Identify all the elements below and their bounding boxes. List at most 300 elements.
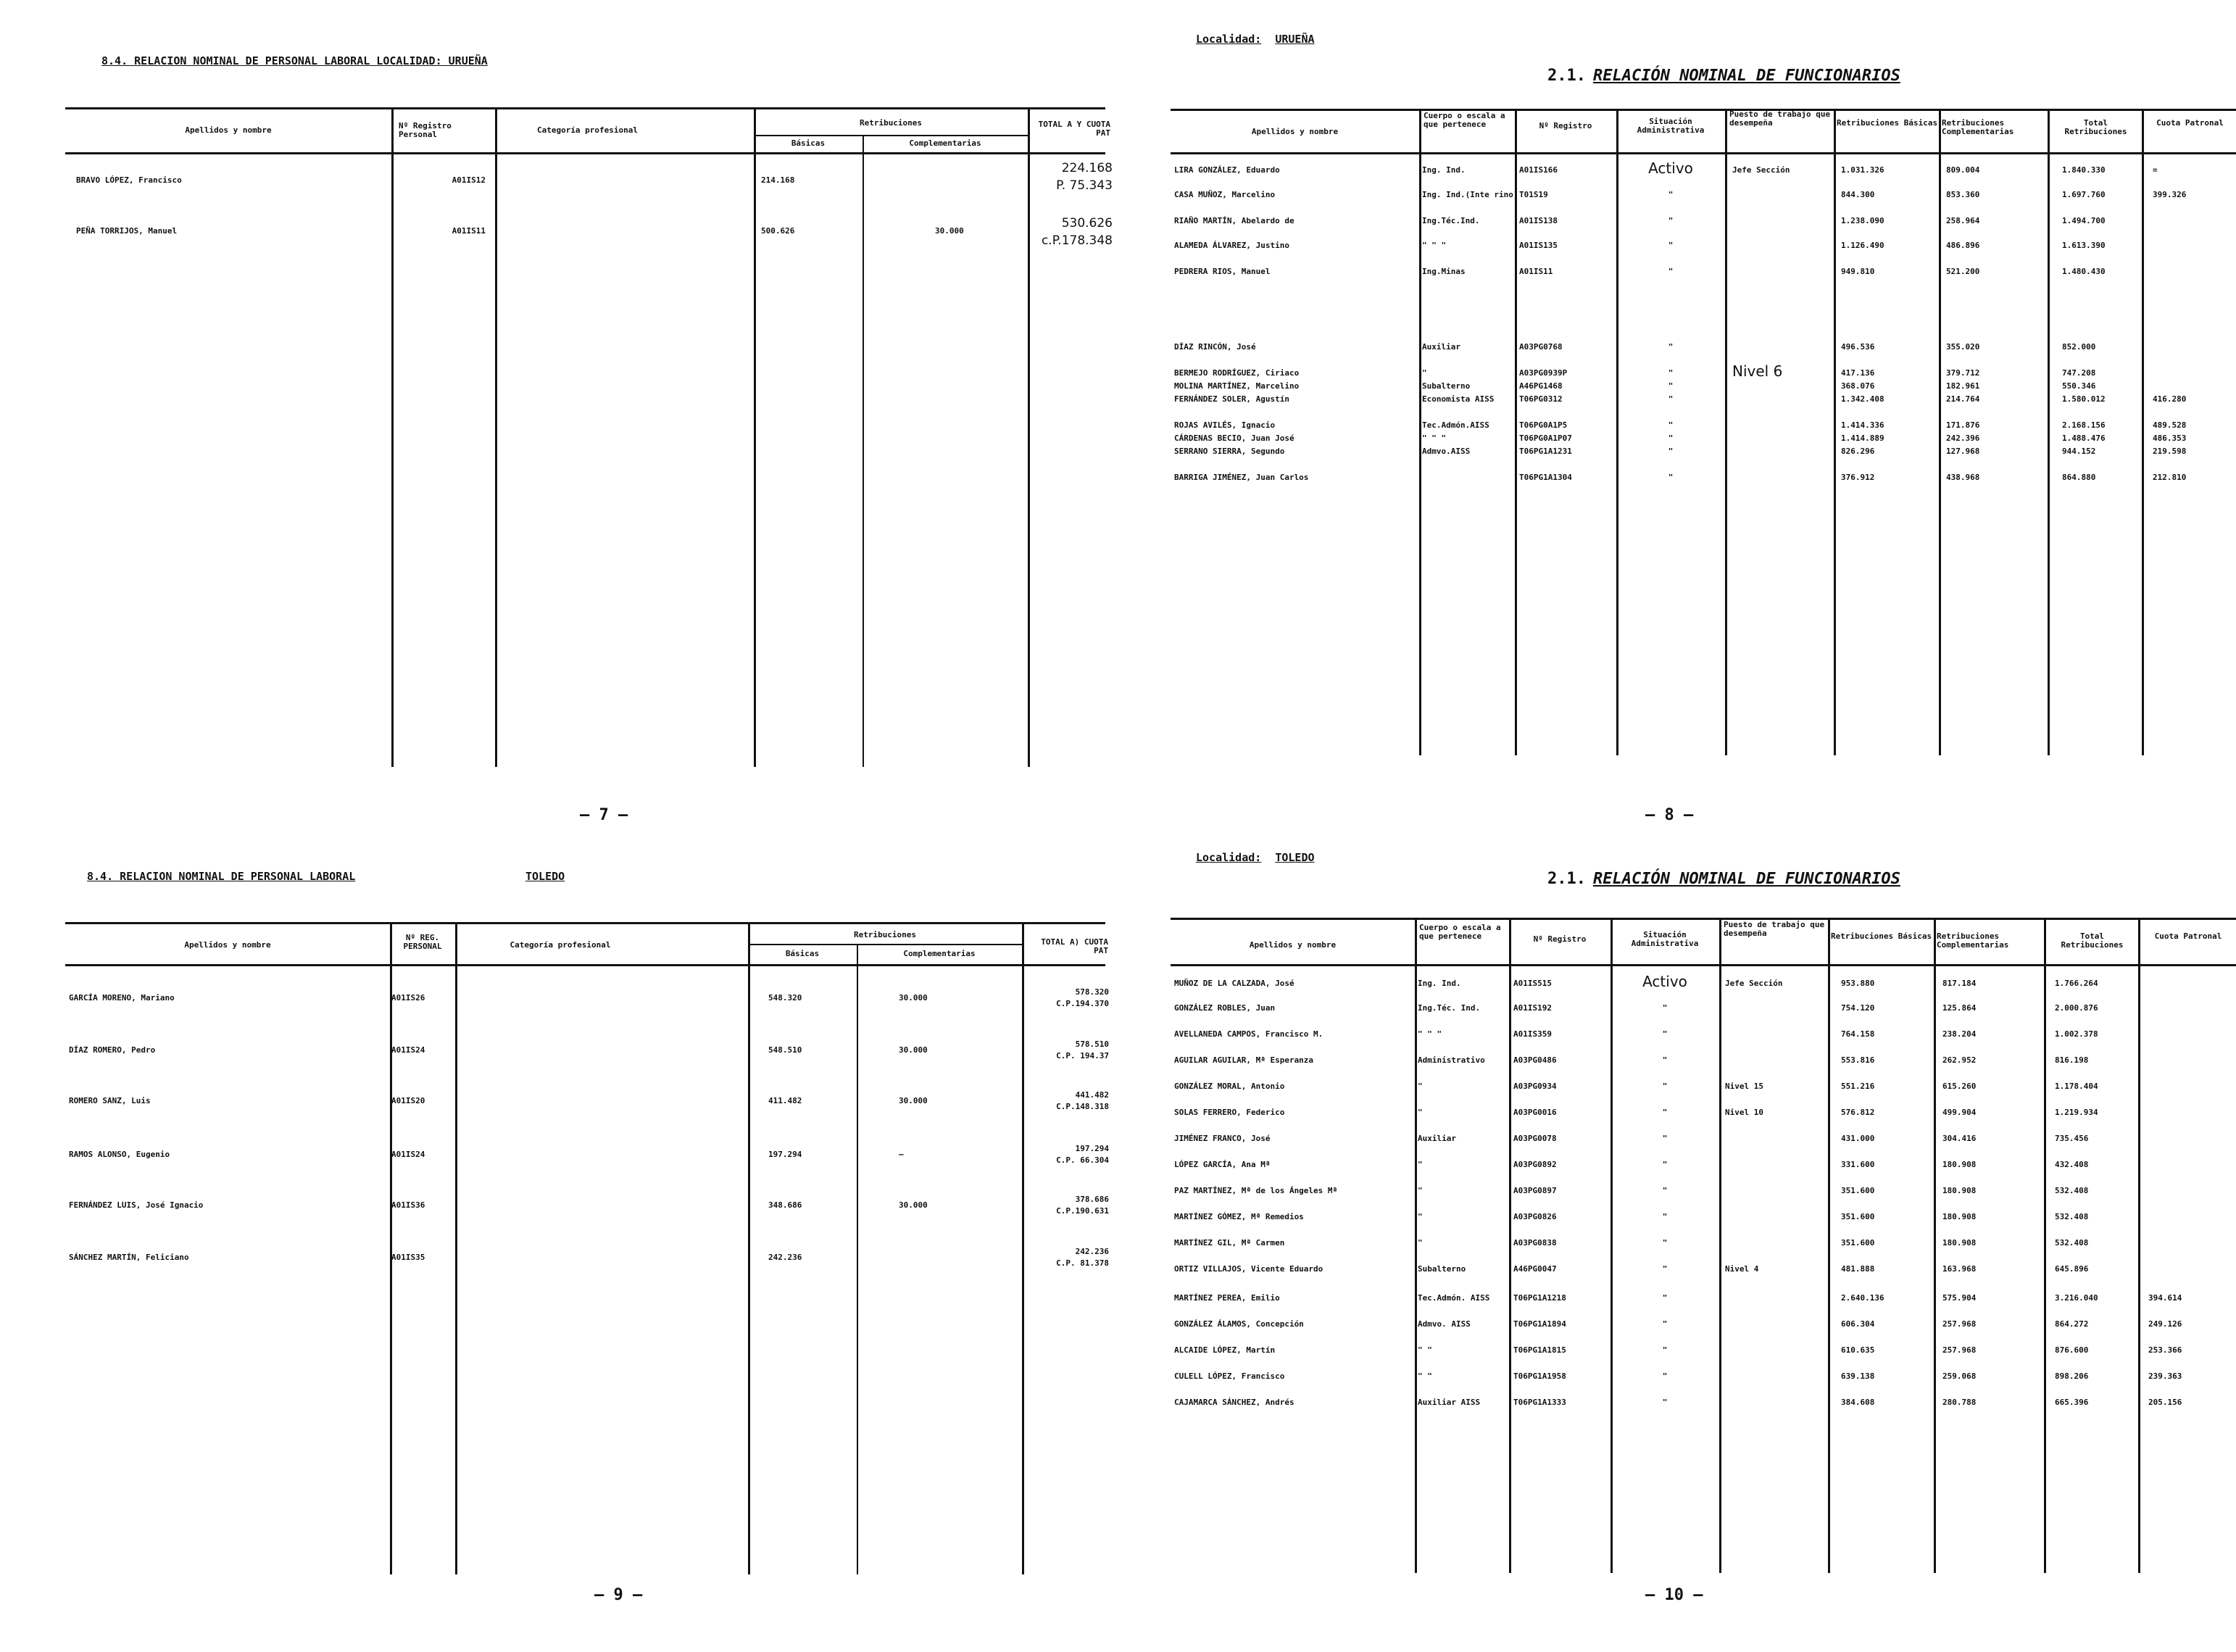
cell-cuota: 486.353 bbox=[2153, 433, 2187, 443]
page-8 bbox=[1123, 0, 2236, 826]
cell-basicas: 953.880 bbox=[1841, 979, 1875, 988]
cell-basicas: 331.600 bbox=[1841, 1160, 1875, 1169]
cell-complementarias: 355.020 bbox=[1946, 342, 1980, 352]
cell-total: 378.686 bbox=[1075, 1195, 1109, 1204]
cell-total: 1.766.264 bbox=[2055, 979, 2098, 988]
header-cuota: Cuota Patronal bbox=[2156, 118, 2224, 128]
cell-total: 532.408 bbox=[2055, 1186, 2089, 1195]
cell-name: FERNÁNDEZ LUIS, José Ignacio bbox=[69, 1200, 204, 1210]
cell-complementarias: 486.896 bbox=[1946, 241, 1980, 250]
heading-text: RELACIÓN NOMINAL DE FUNCIONARIOS bbox=[1592, 870, 1900, 888]
cell-situacion: " bbox=[1668, 241, 1674, 250]
cell-registro: T01S19 bbox=[1519, 190, 1548, 199]
col-divider bbox=[1515, 109, 1517, 755]
cell-complementarias: 125.864 bbox=[1942, 1003, 1977, 1013]
cell-complementarias: 280.788 bbox=[1942, 1398, 1977, 1407]
cell-total: 1.697.760 bbox=[2062, 190, 2106, 199]
table-rule-retrib bbox=[754, 135, 1029, 136]
cell-registro: A01IS166 bbox=[1519, 165, 1558, 175]
cell-complementarias: 30.000 bbox=[899, 1045, 928, 1055]
header-registro: Nº Registro bbox=[1533, 934, 1587, 944]
header-name: Apellidos y nombre bbox=[1249, 940, 1337, 950]
cell-basicas: 826.296 bbox=[1841, 447, 1875, 456]
cell-cuerpo: " " " bbox=[1422, 241, 1447, 250]
header-registro: Nº REG. PERSONAL bbox=[403, 933, 442, 951]
cell-total: 2.000.876 bbox=[2055, 1003, 2098, 1013]
header-cuerpo: Cuerpo o escala a que pertenece bbox=[1424, 111, 1505, 129]
cell-complementarias: 182.961 bbox=[1946, 381, 1980, 391]
cell-total: 645.896 bbox=[2055, 1264, 2089, 1274]
cell-cuota: 219.598 bbox=[2153, 447, 2187, 456]
cell-complementarias: 262.952 bbox=[1942, 1055, 1977, 1065]
cell-complementarias: — bbox=[899, 1150, 904, 1159]
page-number: — 8 — bbox=[1645, 806, 1694, 824]
cell-complementarias: 127.968 bbox=[1946, 447, 1980, 456]
cell-complementarias: 304.416 bbox=[1942, 1134, 1977, 1143]
col-divider bbox=[2044, 918, 2046, 1573]
cell-total: 1.840.330 bbox=[2062, 165, 2106, 175]
cell-registro: A03PG0826 bbox=[1513, 1212, 1557, 1221]
cell-complementarias: 809.004 bbox=[1946, 165, 1980, 175]
cell-cuerpo: " bbox=[1418, 1108, 1423, 1117]
cell-name: CASA MUÑOZ, Marcelino bbox=[1174, 190, 1276, 199]
header-complementarias: Complementarias bbox=[909, 138, 981, 148]
page-number: — 9 — bbox=[594, 1586, 643, 1604]
header-registro: Nº Registro Personal bbox=[399, 121, 452, 139]
col-divider bbox=[1616, 109, 1618, 755]
header-retribuciones: Retribuciones bbox=[853, 930, 917, 939]
cell-basicas: 481.888 bbox=[1841, 1264, 1875, 1274]
cell-registro: A01IS11 bbox=[1519, 267, 1553, 276]
cell-name: RAMOS ALONSO, Eugenio bbox=[69, 1150, 170, 1159]
cell-cuerpo: " " " bbox=[1418, 1029, 1442, 1039]
cell-registro: T06PG1A1958 bbox=[1513, 1371, 1566, 1381]
cell-situacion: " bbox=[1668, 190, 1674, 199]
cell-name: BRAVO LÓPEZ, Francisco bbox=[76, 175, 182, 185]
col-divider bbox=[1725, 109, 1727, 755]
col-divider bbox=[2048, 109, 2050, 755]
cell-total: 1.178.404 bbox=[2055, 1082, 2098, 1091]
cell-registro: A46PG0047 bbox=[1513, 1264, 1557, 1274]
cell-name: BERMEJO RODRÍGUEZ, Ciriaco bbox=[1174, 368, 1300, 378]
header-retribuciones: Retribuciones bbox=[859, 118, 923, 128]
cell-situacion: " bbox=[1668, 216, 1674, 225]
cell-situacion: " bbox=[1662, 1398, 1668, 1407]
cell-complementarias: 379.712 bbox=[1946, 368, 1980, 378]
cell-registro: A03PG0934 bbox=[1513, 1082, 1557, 1091]
cell-puesto: Nivel 4 bbox=[1725, 1264, 1759, 1274]
cell-cuerpo: " bbox=[1418, 1160, 1423, 1169]
cell-situacion: " bbox=[1662, 1055, 1668, 1065]
cell-name: CULELL LÓPEZ, Francisco bbox=[1174, 1371, 1285, 1381]
cell-complementarias: 257.968 bbox=[1942, 1345, 1977, 1355]
cell-total: 816.198 bbox=[2055, 1055, 2089, 1065]
cell-name: LÓPEZ GARCÍA, Ana Mª bbox=[1174, 1160, 1271, 1169]
cell-registro: A01IS192 bbox=[1513, 1003, 1552, 1013]
cell-name: ALCAIDE LÓPEZ, Martín bbox=[1174, 1345, 1276, 1355]
cell-complementarias: 171.876 bbox=[1946, 420, 1980, 430]
cell-total: 1.002.378 bbox=[2055, 1029, 2098, 1039]
cell-name: SOLAS FERRERO, Federico bbox=[1174, 1108, 1285, 1117]
cell-total: 1.494.700 bbox=[2062, 216, 2106, 225]
col-divider bbox=[1028, 107, 1030, 767]
cell-registro: T06PG0A1P5 bbox=[1519, 420, 1568, 430]
col-divider bbox=[863, 136, 864, 767]
col-divider bbox=[748, 922, 750, 1574]
cell-cuota: 212.810 bbox=[2153, 473, 2187, 482]
cell-name: CAJAMARCA SÁNCHEZ, Andrés bbox=[1174, 1398, 1294, 1407]
header-basicas: Básicas bbox=[791, 138, 826, 148]
cell-basicas: 214.168 bbox=[761, 175, 795, 185]
location-value: URUEÑA bbox=[1275, 33, 1315, 46]
header-basicas: Retribuciones Básicas bbox=[1837, 118, 1938, 128]
cell-name: ORTIZ VILLAJOS, Vicente Eduardo bbox=[1174, 1264, 1323, 1274]
cell-total: 747.208 bbox=[2062, 368, 2096, 378]
cell-name: MARTÍNEZ PEREA, Emilio bbox=[1174, 1293, 1280, 1303]
cell-name: DÍAZ ROMERO, Pedro bbox=[69, 1045, 156, 1055]
cell-total: 224.168 bbox=[1061, 161, 1113, 175]
col-divider bbox=[455, 922, 457, 1574]
cell-complementarias: 258.964 bbox=[1946, 216, 1980, 225]
cell-name: ROMERO SANZ, Luis bbox=[69, 1096, 151, 1105]
cell-total: 735.456 bbox=[2055, 1134, 2089, 1143]
cell-situacion: " bbox=[1662, 1371, 1668, 1381]
cell-total: 578.320 bbox=[1075, 987, 1109, 997]
table-rule-header bbox=[1171, 152, 2236, 154]
cell-registro: A01IS359 bbox=[1513, 1029, 1552, 1039]
header-situacion: Situación Administrativa bbox=[1637, 117, 1705, 135]
table-rule-top bbox=[65, 107, 1105, 109]
col-divider bbox=[495, 107, 497, 767]
cell-complementarias: 575.904 bbox=[1942, 1293, 1977, 1303]
cell-registro: A01IS11 bbox=[452, 226, 486, 236]
col-divider bbox=[1415, 918, 1417, 1573]
cell-registro: A01IS36 bbox=[391, 1200, 425, 1210]
cell-complementarias: 180.908 bbox=[1942, 1186, 1977, 1195]
cell-name: MOLINA MARTÍNEZ, Marcelino bbox=[1174, 381, 1300, 391]
cell-complementarias: 615.260 bbox=[1942, 1082, 1977, 1091]
cell-cuerpo: Ing.Minas bbox=[1422, 267, 1466, 276]
cell-complementarias: 30.000 bbox=[899, 993, 928, 1003]
header-cuerpo: Cuerpo o escala a que pertenece bbox=[1419, 923, 1501, 941]
cell-cuerpo: Admvo.AISS bbox=[1422, 447, 1471, 456]
cell-cuerpo: Ing.Téc.Ind. bbox=[1422, 216, 1480, 225]
cell-situacion: " bbox=[1662, 1082, 1668, 1091]
cell-situacion: " bbox=[1662, 1238, 1668, 1248]
cell-cuota: 489.528 bbox=[2153, 420, 2187, 430]
cell-name: CÁRDENAS BECIO, Juan José bbox=[1174, 433, 1294, 443]
cell-situacion: " bbox=[1668, 381, 1674, 391]
table-rule-header bbox=[1171, 964, 2236, 966]
page-heading bbox=[1547, 67, 1900, 85]
cell-complementarias: 30.000 bbox=[899, 1200, 928, 1210]
cell-name: SERRANO SIERRA, Segundo bbox=[1174, 447, 1285, 456]
cell-total: 898.206 bbox=[2055, 1371, 2089, 1381]
cell-name: MUÑOZ DE LA CALZADA, José bbox=[1174, 979, 1294, 988]
cell-cuota: C.P. 81.378 bbox=[1056, 1258, 1109, 1268]
cell-basicas: 1.238.090 bbox=[1841, 216, 1884, 225]
cell-registro: A03PG0768 bbox=[1519, 342, 1563, 352]
header-categoria: Categoría profesional bbox=[536, 125, 639, 135]
cell-total: 3.216.040 bbox=[2055, 1293, 2098, 1303]
cell-complementarias: 238.204 bbox=[1942, 1029, 1977, 1039]
cell-puesto: Jefe Sección bbox=[1725, 979, 1783, 988]
cell-cuerpo: Ing. Ind.(Inte rino) bbox=[1422, 190, 1518, 199]
cell-basicas: 639.138 bbox=[1841, 1371, 1875, 1381]
cell-situacion: " bbox=[1662, 1108, 1668, 1117]
cell-total: 432.408 bbox=[2055, 1160, 2089, 1169]
table-rule-retrib bbox=[748, 944, 1023, 945]
cell-situacion: Activo bbox=[1642, 973, 1687, 990]
cell-total: 665.396 bbox=[2055, 1398, 2089, 1407]
cell-total: 532.408 bbox=[2055, 1238, 2089, 1248]
cell-complementarias: 30.000 bbox=[935, 226, 964, 236]
cell-cuerpo: " bbox=[1422, 368, 1427, 378]
cell-basicas: 1.126.490 bbox=[1841, 241, 1884, 250]
cell-cuota: c.P.178.348 bbox=[1041, 233, 1113, 248]
cell-name: MARTÍNEZ GÓMEZ, Mª Remedios bbox=[1174, 1212, 1304, 1221]
page-heading: 8.4. RELACION NOMINAL DE PERSONAL LABORAL bbox=[87, 870, 356, 883]
cell-basicas: 376.912 bbox=[1841, 473, 1875, 482]
cell-registro: T06PG1A1231 bbox=[1519, 447, 1572, 456]
header-total: TOTAL A Y CUOTA PAT bbox=[1038, 120, 1110, 138]
cell-situacion: " bbox=[1662, 1003, 1668, 1013]
cell-basicas: 844.300 bbox=[1841, 190, 1875, 199]
cell-complementarias: 853.360 bbox=[1946, 190, 1980, 199]
cell-cuerpo: " bbox=[1418, 1082, 1423, 1091]
cell-cuota: 205.156 bbox=[2148, 1398, 2182, 1407]
cell-basicas: 496.536 bbox=[1841, 342, 1875, 352]
header-cuota: Cuota Patronal bbox=[2154, 931, 2222, 941]
cell-cuerpo: Admvo. AISS bbox=[1418, 1319, 1471, 1329]
col-divider bbox=[1719, 918, 1721, 1573]
col-divider bbox=[754, 107, 756, 767]
cell-name: SÁNCHEZ MARTÍN, Feliciano bbox=[69, 1253, 189, 1262]
cell-basicas: 548.320 bbox=[768, 993, 802, 1003]
table-rule-header bbox=[65, 964, 1105, 966]
cell-registro: A03PG0078 bbox=[1513, 1134, 1557, 1143]
cell-situacion: " bbox=[1662, 1345, 1668, 1355]
cell-registro: A01IS20 bbox=[391, 1096, 425, 1105]
cell-registro: T06PG1A1894 bbox=[1513, 1319, 1566, 1329]
cell-name: ALAMEDA ÁLVAREZ, Justino bbox=[1174, 241, 1289, 250]
cell-basicas: 197.294 bbox=[768, 1150, 802, 1159]
col-divider bbox=[1828, 918, 1830, 1573]
cell-name: AGUILAR AGUILAR, Mª Esperanza bbox=[1174, 1055, 1314, 1065]
cell-situacion: " bbox=[1662, 1212, 1668, 1221]
cell-complementarias: 499.904 bbox=[1942, 1108, 1977, 1117]
cell-basicas: 764.158 bbox=[1841, 1029, 1875, 1039]
cell-complementarias: 180.908 bbox=[1942, 1160, 1977, 1169]
cell-name: PAZ MARTÍNEZ, Mª de los Ángeles Mª bbox=[1174, 1186, 1338, 1195]
table-rule-header bbox=[65, 152, 1105, 154]
cell-cuerpo: " " " bbox=[1422, 433, 1447, 443]
cell-situacion: " bbox=[1668, 433, 1674, 443]
location-value: TOLEDO bbox=[1275, 851, 1315, 864]
cell-name: GONZÁLEZ MORAL, Antonio bbox=[1174, 1082, 1285, 1091]
cell-situacion: " bbox=[1662, 1029, 1668, 1039]
cell-basicas: 576.812 bbox=[1841, 1108, 1875, 1117]
cell-basicas: 351.600 bbox=[1841, 1238, 1875, 1248]
cell-complementarias: 259.068 bbox=[1942, 1371, 1977, 1381]
header-basicas: Básicas bbox=[785, 949, 820, 958]
cell-cuota: 239.363 bbox=[2148, 1371, 2182, 1381]
cell-cuerpo: " bbox=[1418, 1238, 1423, 1248]
cell-cuota: C.P.148.318 bbox=[1056, 1102, 1109, 1111]
cell-cuerpo: " " bbox=[1418, 1371, 1432, 1381]
cell-total: 1.480.430 bbox=[2062, 267, 2106, 276]
cell-name: PEDRERA RIOS, Manuel bbox=[1174, 267, 1271, 276]
header-puesto: Puesto de trabajo que desempeña bbox=[1729, 109, 1831, 128]
cell-puesto: Nivel 6 bbox=[1732, 362, 1783, 380]
location-label: Localidad: bbox=[1196, 33, 1262, 46]
cell-puesto: Nivel 15 bbox=[1725, 1082, 1763, 1091]
cell-name: JIMÉNEZ FRANCO, José bbox=[1174, 1134, 1271, 1143]
cell-total: 530.626 bbox=[1061, 216, 1113, 231]
page-heading: 8.4. RELACION NOMINAL DE PERSONAL LABORAL LOCALIDAD: URUEÑA bbox=[101, 54, 488, 67]
col-divider bbox=[1834, 109, 1836, 755]
location bbox=[1196, 851, 1315, 864]
cell-complementarias: 30.000 bbox=[899, 1096, 928, 1105]
cell-basicas: 368.076 bbox=[1841, 381, 1875, 391]
cell-total: 1.580.012 bbox=[2062, 394, 2106, 404]
cell-cuerpo: Tec.Admón.AISS bbox=[1422, 420, 1489, 430]
cell-cuerpo: " bbox=[1418, 1212, 1423, 1221]
col-divider bbox=[2138, 918, 2140, 1573]
cell-cuota: = bbox=[2153, 165, 2158, 175]
col-divider bbox=[857, 945, 858, 1574]
cell-registro: A03PG0892 bbox=[1513, 1160, 1557, 1169]
cell-registro: T06PG0A1P07 bbox=[1519, 433, 1572, 443]
cell-basicas: 417.136 bbox=[1841, 368, 1875, 378]
cell-situacion: " bbox=[1668, 420, 1674, 430]
cell-basicas: 431.000 bbox=[1841, 1134, 1875, 1143]
header-situacion: Situación Administrativa bbox=[1631, 930, 1699, 948]
cell-registro: A01IS135 bbox=[1519, 241, 1558, 250]
cell-situacion: " bbox=[1662, 1160, 1668, 1169]
cell-basicas: 1.414.336 bbox=[1841, 420, 1884, 430]
cell-registro: A01IS24 bbox=[391, 1150, 425, 1159]
cell-situacion: " bbox=[1668, 447, 1674, 456]
cell-complementarias: 438.968 bbox=[1946, 473, 1980, 482]
cell-name: ROJAS AVILÉS, Ignacio bbox=[1174, 420, 1276, 430]
cell-situacion: " bbox=[1668, 394, 1674, 404]
cell-cuerpo: Ing.Téc. Ind. bbox=[1418, 1003, 1481, 1013]
cell-cuerpo: Tec.Admón. AISS bbox=[1418, 1293, 1490, 1303]
header-name: Apellidos y nombre bbox=[185, 125, 272, 135]
col-divider bbox=[1939, 109, 1941, 755]
cell-total: 944.152 bbox=[2062, 447, 2096, 456]
header-categoria: Categoría profesional bbox=[510, 940, 611, 950]
header-complementarias: Complementarias bbox=[903, 949, 976, 958]
cell-basicas: 553.816 bbox=[1841, 1055, 1875, 1065]
cell-situacion: " bbox=[1662, 1264, 1668, 1274]
cell-cuota: C.P.194.370 bbox=[1056, 999, 1109, 1008]
cell-cuerpo: Administrativo bbox=[1418, 1055, 1485, 1065]
cell-basicas: 548.510 bbox=[768, 1045, 802, 1055]
cell-complementarias: 163.968 bbox=[1942, 1264, 1977, 1274]
cell-basicas: 384.608 bbox=[1841, 1398, 1875, 1407]
cell-total: 532.408 bbox=[2055, 1212, 2089, 1221]
header-total: TOTAL A) CUOTA PAT bbox=[1041, 937, 1108, 955]
cell-registro: A03PG0016 bbox=[1513, 1108, 1557, 1117]
location-label: Localidad: bbox=[1196, 851, 1262, 864]
cell-basicas: 351.600 bbox=[1841, 1212, 1875, 1221]
header-complementarias: Retribuciones Complementarias bbox=[1942, 118, 2014, 136]
heading-number: 2.1. bbox=[1547, 67, 1586, 85]
cell-complementarias: 180.908 bbox=[1942, 1212, 1977, 1221]
cell-registro: A01IS24 bbox=[391, 1045, 425, 1055]
cell-total: 2.168.156 bbox=[2062, 420, 2106, 430]
col-divider bbox=[1934, 918, 1936, 1573]
cell-puesto: Jefe Sección bbox=[1732, 165, 1790, 175]
cell-cuerpo: Ing. Ind. bbox=[1422, 165, 1466, 175]
cell-cuerpo: Auxiliar bbox=[1422, 342, 1460, 352]
cell-cuerpo: Auxiliar bbox=[1418, 1134, 1456, 1143]
header-name: Apellidos y nombre bbox=[1251, 127, 1339, 136]
header-total: Total Retribuciones bbox=[2061, 931, 2124, 950]
cell-basicas: 411.482 bbox=[768, 1096, 802, 1105]
cell-cuota: C.P.190.631 bbox=[1056, 1206, 1109, 1216]
table-rule-top bbox=[1171, 918, 2236, 920]
cell-situacion: " bbox=[1662, 1186, 1668, 1195]
cell-registro: A01IS12 bbox=[452, 175, 486, 185]
page-heading bbox=[1547, 870, 1900, 888]
header-basicas: Retribuciones Básicas bbox=[1831, 931, 1932, 941]
cell-name: LIRA GONZÁLEZ, Eduardo bbox=[1174, 165, 1280, 175]
cell-basicas: 500.626 bbox=[761, 226, 795, 236]
cell-cuota: 249.126 bbox=[2148, 1319, 2182, 1329]
cell-registro: A01IS515 bbox=[1513, 979, 1552, 988]
cell-total: 1.488.476 bbox=[2062, 433, 2106, 443]
cell-registro: A01IS35 bbox=[391, 1253, 425, 1262]
header-complementarias: Retribuciones Complementarias bbox=[1937, 931, 2009, 950]
header-registro: Nº Registro bbox=[1539, 121, 1592, 130]
cell-cuerpo: " bbox=[1418, 1186, 1423, 1195]
cell-total: 864.272 bbox=[2055, 1319, 2089, 1329]
cell-cuota: 399.326 bbox=[2153, 190, 2187, 199]
cell-cuota: C.P. 194.37 bbox=[1056, 1051, 1109, 1060]
page-number: — 7 — bbox=[580, 806, 628, 824]
cell-basicas: 610.635 bbox=[1841, 1345, 1875, 1355]
cell-basicas: 348.686 bbox=[768, 1200, 802, 1210]
header-name: Apellidos y nombre bbox=[184, 940, 271, 950]
cell-situacion: Activo bbox=[1648, 159, 1693, 177]
cell-registro: A01IS138 bbox=[1519, 216, 1558, 225]
cell-name: AVELLANEDA CAMPOS, Francisco M. bbox=[1174, 1029, 1323, 1039]
cell-registro: T06PG0312 bbox=[1519, 394, 1563, 404]
cell-total: 197.294 bbox=[1075, 1144, 1109, 1153]
cell-basicas: 1.031.326 bbox=[1841, 165, 1884, 175]
header-total: Total Retribuciones bbox=[2064, 118, 2127, 136]
cell-total: 578.510 bbox=[1075, 1039, 1109, 1049]
cell-registro: T06PG1A1304 bbox=[1519, 473, 1572, 482]
cell-registro: A03PG0486 bbox=[1513, 1055, 1557, 1065]
cell-cuota: 416.280 bbox=[2153, 394, 2187, 404]
cell-total: 441.482 bbox=[1075, 1090, 1109, 1100]
cell-complementarias: 180.908 bbox=[1942, 1238, 1977, 1248]
cell-situacion: " bbox=[1662, 1134, 1668, 1143]
cell-basicas: 1.342.408 bbox=[1841, 394, 1884, 404]
cell-situacion: " bbox=[1668, 342, 1674, 352]
cell-cuota: C.P. 66.304 bbox=[1056, 1155, 1109, 1165]
cell-situacion: " bbox=[1668, 473, 1674, 482]
cell-complementarias: 521.200 bbox=[1946, 267, 1980, 276]
cell-cuerpo: Auxiliar AISS bbox=[1418, 1398, 1481, 1407]
cell-registro: T06PG1A1815 bbox=[1513, 1345, 1566, 1355]
heading-number: 2.1. bbox=[1547, 870, 1586, 888]
cell-total: 1.613.390 bbox=[2062, 241, 2106, 250]
